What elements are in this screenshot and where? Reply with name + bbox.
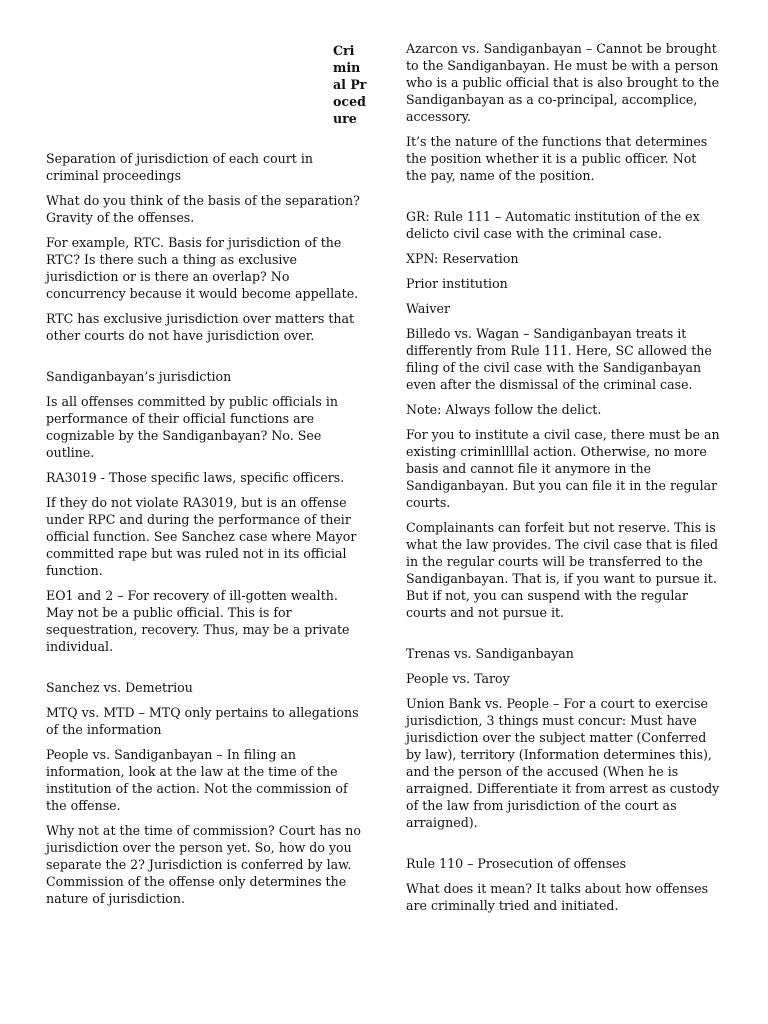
paragraph: GR: Rule 111 – Automatic institution of the ex delicto civil case with the criminal case. bbox=[406, 209, 700, 241]
left-column bbox=[46, 40, 366, 915]
case-heading: Sanchez vs. Demetriou bbox=[46, 680, 193, 695]
document-title: Criminal Procedure bbox=[333, 43, 367, 126]
paragraph: Prior institution bbox=[406, 276, 508, 291]
paragraph: RTC has exclusive jurisdiction over matters that other courts do not have jurisdiction over. bbox=[46, 311, 355, 343]
paragraph: It’s the nature of the functions that determines the position whether it is a public officer. Not the pay, name of the position. bbox=[406, 134, 708, 183]
right-column bbox=[406, 40, 720, 922]
paragraph: EO1 and 2 – For recovery of ill-gotten wealth. May not be a public official. This is for sequestration, recovery. Thus, may be a private individual. bbox=[46, 588, 350, 654]
paragraph: What does it mean? It talks about how offenses are criminally tried and initiated. bbox=[406, 881, 709, 913]
paragraph: Azarcon vs. Sandiganbayan – Cannot be brought to the Sandiganbayan. He must be with a person who is a public official that is also brought to the Sandiganbayan as a co-principal, accomplice, accessory. bbox=[406, 41, 720, 124]
case-heading: Trenas vs. Sandiganbayan bbox=[406, 646, 574, 661]
paragraph: For you to institute a civil case, there must be an existing criminllllal action. Otherwise, no more basis and cannot file it anymore in the Sandiganbayan. But you can file it in the regular courts. bbox=[406, 427, 720, 510]
paragraph: Waiver bbox=[406, 301, 450, 316]
paragraph: For example, RTC. Basis for jurisdiction of the RTC? Is there such a thing as exclusive jurisdiction or is there an overlap? No concurrency because it would become appellate. bbox=[46, 235, 359, 301]
paragraph: Union Bank vs. People – For a court to exercise jurisdiction, 3 things must concur: Must have jurisdiction over the subject matter (Conferred by law), territory (Information determines this), and the person of the accused (When he is arraigned. Differentiate it from arrest as custody of the law from jurisdiction of the court as arraigned). bbox=[406, 696, 720, 830]
paragraph: XPN: Reservation bbox=[406, 251, 519, 266]
case-heading: People vs. Taroy bbox=[406, 671, 510, 686]
paragraph: Is all offenses committed by public officials in performance of their official functions are cognizable by the Sandiganbayan? No. See outline. bbox=[46, 394, 338, 460]
paragraph: Complainants can forfeit but not reserve. This is what the law provides. The civil case that is filed in the regular courts will be transferred to the Sandiganbayan. That is, if you want to pursue it. But if not, you can suspend with the regular courts and not pursue it. bbox=[406, 520, 719, 620]
paragraph: What do you think of the basis of the separation? Gravity of the offenses. bbox=[46, 193, 360, 225]
paragraph: Separation of jurisdiction of each court in criminal proceedings bbox=[46, 151, 314, 183]
paragraph: Billedo vs. Wagan – Sandiganbayan treats it differently from Rule 111. Here, SC allowed the filing of the civil case with the Sandiganbayan even after the dismissal of the criminal case. bbox=[406, 326, 712, 392]
paragraph: Note: Always follow the delict. bbox=[406, 402, 602, 417]
paragraph: MTQ vs. MTD – MTQ only pertains to allegations of the information bbox=[46, 705, 359, 737]
paragraph: RA3019 - Those specific laws, specific officers. bbox=[46, 470, 345, 485]
paragraph: Why not at the time of commission? Court has no jurisdiction over the person yet. So, how do you separate the 2? Jurisdiction is conferred by law. Commission of the offense only determines the nature of jurisdiction. bbox=[46, 823, 362, 906]
paragraph: People vs. Sandiganbayan – In filing an information, look at the law at the time of the institution of the action. Not the commission of the offense. bbox=[46, 747, 348, 813]
section-heading: Rule 110 – Prosecution of offenses bbox=[406, 856, 627, 871]
paragraph: If they do not violate RA3019, but is an offense under RPC and during the performance of their official function. See Sanchez case where Mayor committed rape but was ruled not in its official function. bbox=[46, 495, 357, 578]
section-heading: Sandiganbayan’s jurisdiction bbox=[46, 369, 232, 384]
